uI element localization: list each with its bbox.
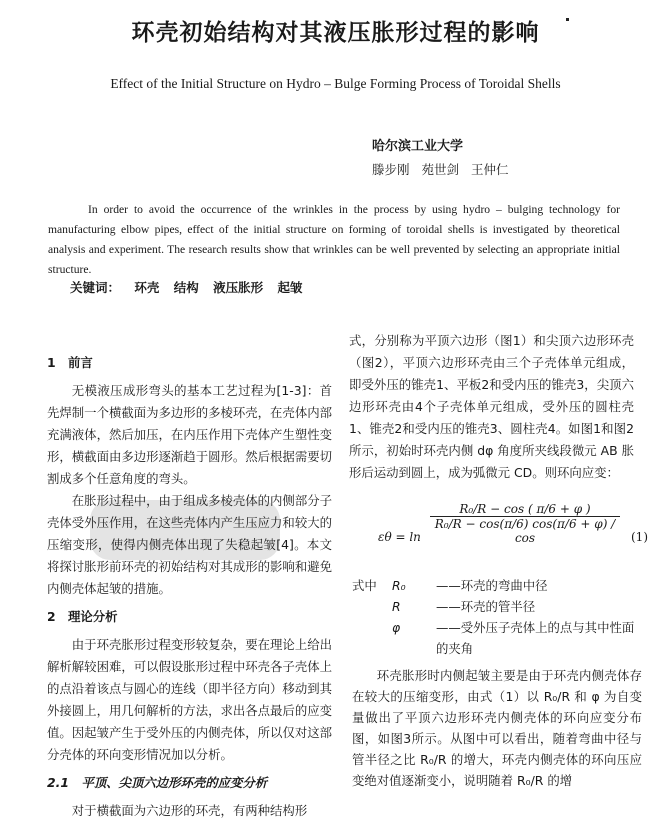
equation-lhs: εθ = ln	[378, 530, 421, 544]
left-column	[47, 346, 332, 822]
affiliation: 哈尔滨工业大学	[372, 139, 464, 154]
subsection-heading: 2.1 平顶、尖顶六边形环壳的应变分析	[47, 775, 268, 790]
scan-smudge	[90, 500, 280, 560]
section-heading-theory: 2 理论分析	[47, 609, 118, 624]
paragraph: 环壳胀形时内侧起皱主要是由于环壳内侧壳体存在较大的压缩变形，由式（1）以 R₀/R 和 φ 为自变量做出了平顶六边形环壳内侧壳体的环向应变分布图，如图3所示。从图中可以看出，随着弯曲中径与管半径之比 R₀/R 的增大，环壳内侧壳体的环向压应变绝对值逐渐变小，说明随着 R₀/R 的增	[352, 668, 642, 788]
section-heading-intro: 1 前言	[47, 355, 93, 370]
keyword-item: 环壳	[134, 280, 160, 295]
print-speck	[566, 18, 569, 21]
english-title: Effect of the Initial Structure on Hydro – Bulge Forming Process of Toroidal Shells	[110, 76, 561, 91]
denominator: R₀/R − cos(π/6) cos(π/6 + φ) / cos	[434, 517, 616, 545]
keyword-item: 结构	[173, 280, 199, 295]
paragraph: 式，分别称为平顶六边形（图1）和尖顶六边形环壳（图2），平顶六边形环壳由三个子壳体单元组成，即受外压的锥壳1、平板2和受内压的锥壳3，尖顶六边形环壳由4个子壳体单元组成，受外压的圆柱壳1、锥壳2和受内压的锥壳3、圆柱壳4。如图1和图2所示，初始时环壳内侧 dφ 角度所夹线段微元 AB 胀形后运动到圆上，成为弧微元 CD。则环向应变：	[349, 333, 634, 480]
paragraph: 在胀形过程中，由于组成多棱壳体的内侧部分子壳体受外压作用，在这些壳体内产生压应力和较大的压缩变形，使得内侧壳体出现了失稳起皱[4]。本文将探讨胀形前环壳的初始结构对其成形的影响和避免内侧壳体起皱的措施。	[47, 493, 332, 596]
abstract: In order to avoid the occurrence of the wrinkles in the process by using hydro – bulging technology for manufacturing elbow pipes, effect of the initial structure on forming of toroidal shells is investigated by theoretical analysis and experiment. The research results show that wrinkles can be well prevented by selecting an appropriate initial structure.	[48, 203, 620, 276]
numerator: R₀/R − cos ( π/6 + φ )	[459, 502, 591, 516]
keyword-item: 起皱	[277, 280, 303, 295]
equation-number: (1)	[631, 530, 648, 544]
equation-fraction	[430, 502, 620, 545]
keywords-label: 关键词：	[70, 280, 121, 295]
symbol-definitions	[352, 575, 642, 791]
right-column	[349, 330, 634, 484]
paragraph: 对于横截面为六边形的环壳，有两种结构形	[71, 803, 308, 818]
definition-row: 式中 R₀ ——环壳的弯曲中径	[352, 578, 548, 593]
keyword-item: 液压胀形	[213, 280, 264, 295]
definition-row: R ——环壳的管半径	[392, 599, 536, 614]
paragraph: 由于环壳胀形过程变形较复杂，要在理论上给出解析解较困难，可以假设胀形过程中环壳各子壳体上的点沿着该点与圆心的连线（即半径方向）移动到其外接圆上，用几何解析的方法，求出各点最后的应变值。因起皱产生于受外压的内侧壳体，所以仅对这部分壳体的环向变形情况加以分析。	[47, 637, 332, 762]
keywords	[70, 278, 303, 296]
paragraph: 无模液压成形弯头的基本工艺过程为[1-3]：首先焊制一个横截面为多边形的多棱环壳，在壳体内部充满液体，然后加压，在内压作用下壳体产生塑性变形，横截面由多边形逐渐趋于圆形。然后根据需要切割成多个任意角度的弯头。	[47, 383, 332, 486]
authors: 滕步刚 苑世剑 王仲仁	[372, 162, 509, 177]
definition-row: φ ——受外压子壳体上的点与其中性面的夹角	[392, 620, 635, 656]
paper-title: 环壳初始结构对其液压胀形过程的影响	[131, 20, 540, 46]
